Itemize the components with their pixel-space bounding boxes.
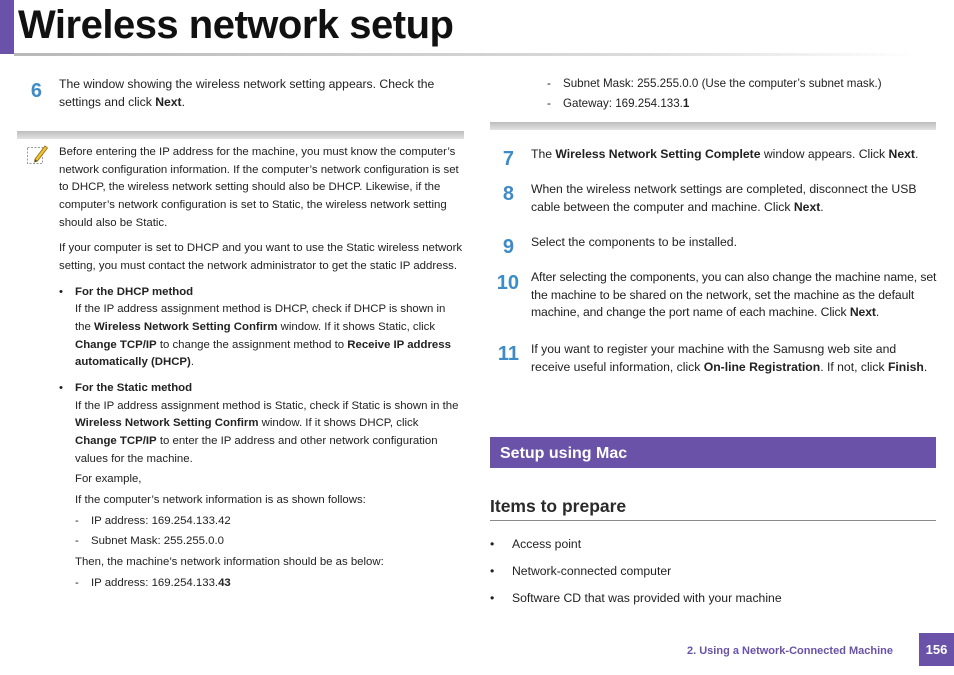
computer-ip-address: - IP address: 169.254.133.42 — [75, 514, 231, 527]
computer-info-label: If the computer’s network information is as shown follows: — [75, 494, 366, 507]
step-number-6: 6 — [30, 80, 42, 102]
dhcp-method-heading: For the DHCP method — [75, 285, 194, 298]
page-number-badge: 156 — [919, 633, 954, 666]
note-pencil-icon — [26, 143, 48, 165]
items-heading: Items to prepare — [490, 496, 627, 516]
machine-info-label: Then, the machine’s network information should be as below: — [75, 556, 384, 569]
step-9-text: Select the components to be installed. — [531, 235, 737, 249]
bullet-icon: • — [490, 564, 495, 578]
bullet-icon: • — [59, 382, 63, 395]
list-item: • Software CD that was provided with your machine — [490, 590, 782, 608]
title-accent-bar — [0, 0, 14, 54]
step-number-10: 10 — [496, 272, 519, 294]
note-bottom-band — [490, 122, 936, 130]
dhcp-method-item — [59, 284, 463, 302]
bullet-icon: • — [490, 537, 495, 551]
note-body — [59, 144, 463, 592]
note-top-band — [17, 131, 464, 139]
step-number-7: 7 — [502, 148, 514, 170]
example-label: For example, — [75, 473, 142, 486]
list-item: • Access point — [490, 536, 581, 554]
step-number-9: 9 — [502, 236, 514, 258]
footer-chapter-link[interactable]: 2. Using a Network-Connected Machine — [687, 645, 893, 657]
note-paragraph-1: Before entering the IP address for the machine, you must know the computer’s network configuration information. If the computer’s network configuration is set to DHCP, the wireless network setting should also be DHCP. Likewise, if the computer’s network configuration is set to Static, the wireless network setting should also be Static. — [59, 146, 459, 229]
list-item: • Network-connected computer — [490, 563, 671, 581]
machine-ip-address: - IP address: 169.254.133.43 — [75, 576, 231, 589]
machine-gateway: - Gateway: 169.254.133.1 — [547, 97, 690, 110]
page-title: Wireless network setup — [18, 3, 454, 47]
step-7-text: The Wireless Network Setting Complete window appears. Click Next. — [531, 147, 919, 161]
note-paragraph-2: If your computer is set to DHCP and you want to use the Static wireless network setting, you must contact the network administrator to get the static IP address. — [59, 242, 463, 273]
title-divider — [14, 53, 919, 56]
machine-subnet-mask: - Subnet Mask: 255.255.0.0 (Use the computer’s subnet mask.) — [547, 77, 882, 90]
static-method-heading: For the Static method — [75, 382, 193, 395]
step-number-8: 8 — [502, 183, 514, 205]
bullet-icon: • — [490, 591, 495, 605]
step-11-text: If you want to register your machine with the Samusng web site and receive useful information, click On-line Registration. If not, click Finish. — [531, 342, 928, 374]
computer-subnet-mask: - Subnet Mask: 255.255.0.0 — [75, 535, 224, 548]
static-method-item — [59, 380, 463, 398]
step-8-text: When the wireless network settings are completed, disconnect the USB cable between the computer and machine. Click Next. — [531, 182, 917, 214]
dhcp-method-text: If the IP address assignment method is DHCP, check if DHCP is shown in the Wireless Network Setting Confirm window. If it shows Static, click Change TCP/IP to change the assignment method to Receive IP address automatically (DHCP). — [75, 303, 451, 369]
bullet-icon: • — [59, 285, 63, 298]
items-divider — [490, 520, 936, 521]
step-6-text: The window showing the wireless network setting appears. Check the settings and click Next. — [59, 77, 435, 109]
static-method-text: If the IP address assignment method is Static, check if Static is shown in the Wireless Network Setting Confirm window. If it shows DHCP, click Change TCP/IP to enter the IP address and other network configuration values for the machine. — [75, 399, 459, 465]
step-10-text: After selecting the components, you can also change the machine name, set the machine to be shared on the network, set the machine as the default machine, and change the port name of each machine. Click Next. — [531, 270, 937, 320]
section-banner-title: Setup using Mac — [500, 445, 628, 462]
step-number-11: 11 — [497, 343, 519, 365]
